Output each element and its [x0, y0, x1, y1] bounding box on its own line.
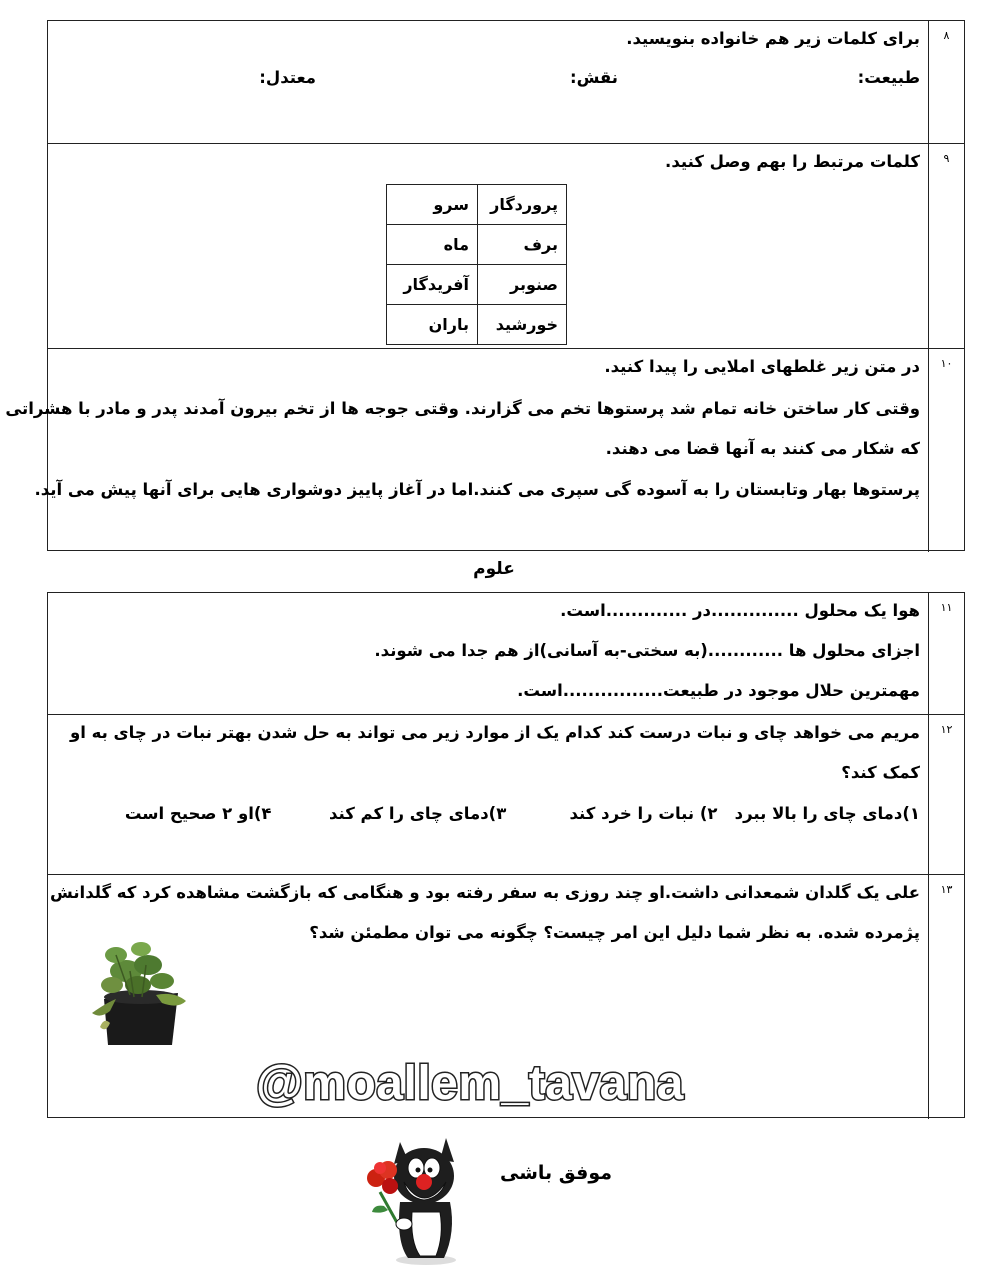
table-cell: باران [387, 305, 478, 345]
question-number: ۱۰ [928, 349, 964, 552]
matching-table [386, 184, 567, 345]
table-row [387, 225, 567, 265]
table-cell: خورشید [478, 305, 567, 345]
question-number: ۱۲ [928, 715, 964, 874]
passage-line: پرستوها بهار وتابستان را به آسوده گی سپری می کنند.اما در آغاز پاییز دوشواری هایی برای آنها پیش می آید. [34, 480, 920, 499]
question-line: کمک کند؟ [841, 763, 920, 782]
question-line: علی یک گلدان شمعدانی داشت.او چند روزی به سفر رفته بود و هنگامی که بازگشت مشاهده کرد که گلدانش [50, 883, 920, 902]
question-prompt: در متن زیر غلطهای املایی را پیدا کنید. [604, 357, 920, 376]
question-8 [48, 21, 964, 144]
question-11 [48, 593, 964, 715]
cartoon-cat-image [360, 1132, 472, 1266]
question-number: ۹ [928, 144, 964, 348]
question-line: مهمترین حلال موجود در طبیعت................است. [517, 681, 920, 700]
word-label: معتدل: [259, 68, 316, 87]
table-row [387, 305, 567, 345]
question-prompt: کلمات مرتبط را بهم وصل کنید. [665, 152, 920, 171]
table-row [387, 265, 567, 305]
question-number: ۱۱ [928, 593, 964, 714]
question-line: پژمرده شده. به نظر شما دلیل این امر چیست؟ چگونه می توان مطمئن شد؟ [309, 923, 920, 942]
question-number: ۱۳ [928, 875, 964, 1119]
questions-table-2 [47, 592, 965, 1118]
question-12 [48, 715, 964, 875]
question-line: هوا یک محلول ..............در .............است. [560, 601, 920, 620]
question-10 [5, 349, 964, 552]
question-prompt: برای کلمات زیر هم خانواده بنویسید. [626, 29, 920, 48]
table-cell: پروردگار [478, 185, 567, 225]
word-label: نقش: [570, 68, 618, 87]
table-cell: ماه [387, 225, 478, 265]
section-title: علوم [473, 559, 515, 579]
question-9 [48, 144, 964, 349]
table-cell: سرو [387, 185, 478, 225]
table-cell: برف [478, 225, 567, 265]
wilted-plant-image [86, 941, 192, 1047]
question-number: ۸ [928, 21, 964, 143]
watermark-text: @moallem_tavana [256, 1057, 684, 1110]
passage-line: وقتی کار ساختن خانه تمام شد پرستوها تخم می گزارند. وقتی جوجه ها از تخم بیرون آمدند پدر و مادر با هشراتی [5, 399, 920, 418]
table-row [387, 185, 567, 225]
question-line: اجزای محلول ها ............(به سختی-به آسانی)از هم جدا می شوند. [374, 641, 920, 660]
table-cell: صنوبر [478, 265, 567, 305]
word-label: طبیعت: [857, 68, 920, 87]
table-cell: آفریدگار [387, 265, 478, 305]
passage-line: که شکار می کنند به آنها قضا می دهند. [605, 439, 920, 458]
question-line: مریم می خواهد چای و نبات درست کند کدام یک از موارد زیر می تواند به حل شدن بهتر نبات در چای به او [69, 723, 920, 742]
footer-text: موفق باشی [500, 1162, 613, 1184]
questions-table-1 [5, 20, 965, 551]
answer-options: ۱)دمای چای را بالا ببرد ۲) نبات را خرد کند ۳)دمای چای را کم کند ۴)او ۲ صحیح است [124, 804, 920, 823]
